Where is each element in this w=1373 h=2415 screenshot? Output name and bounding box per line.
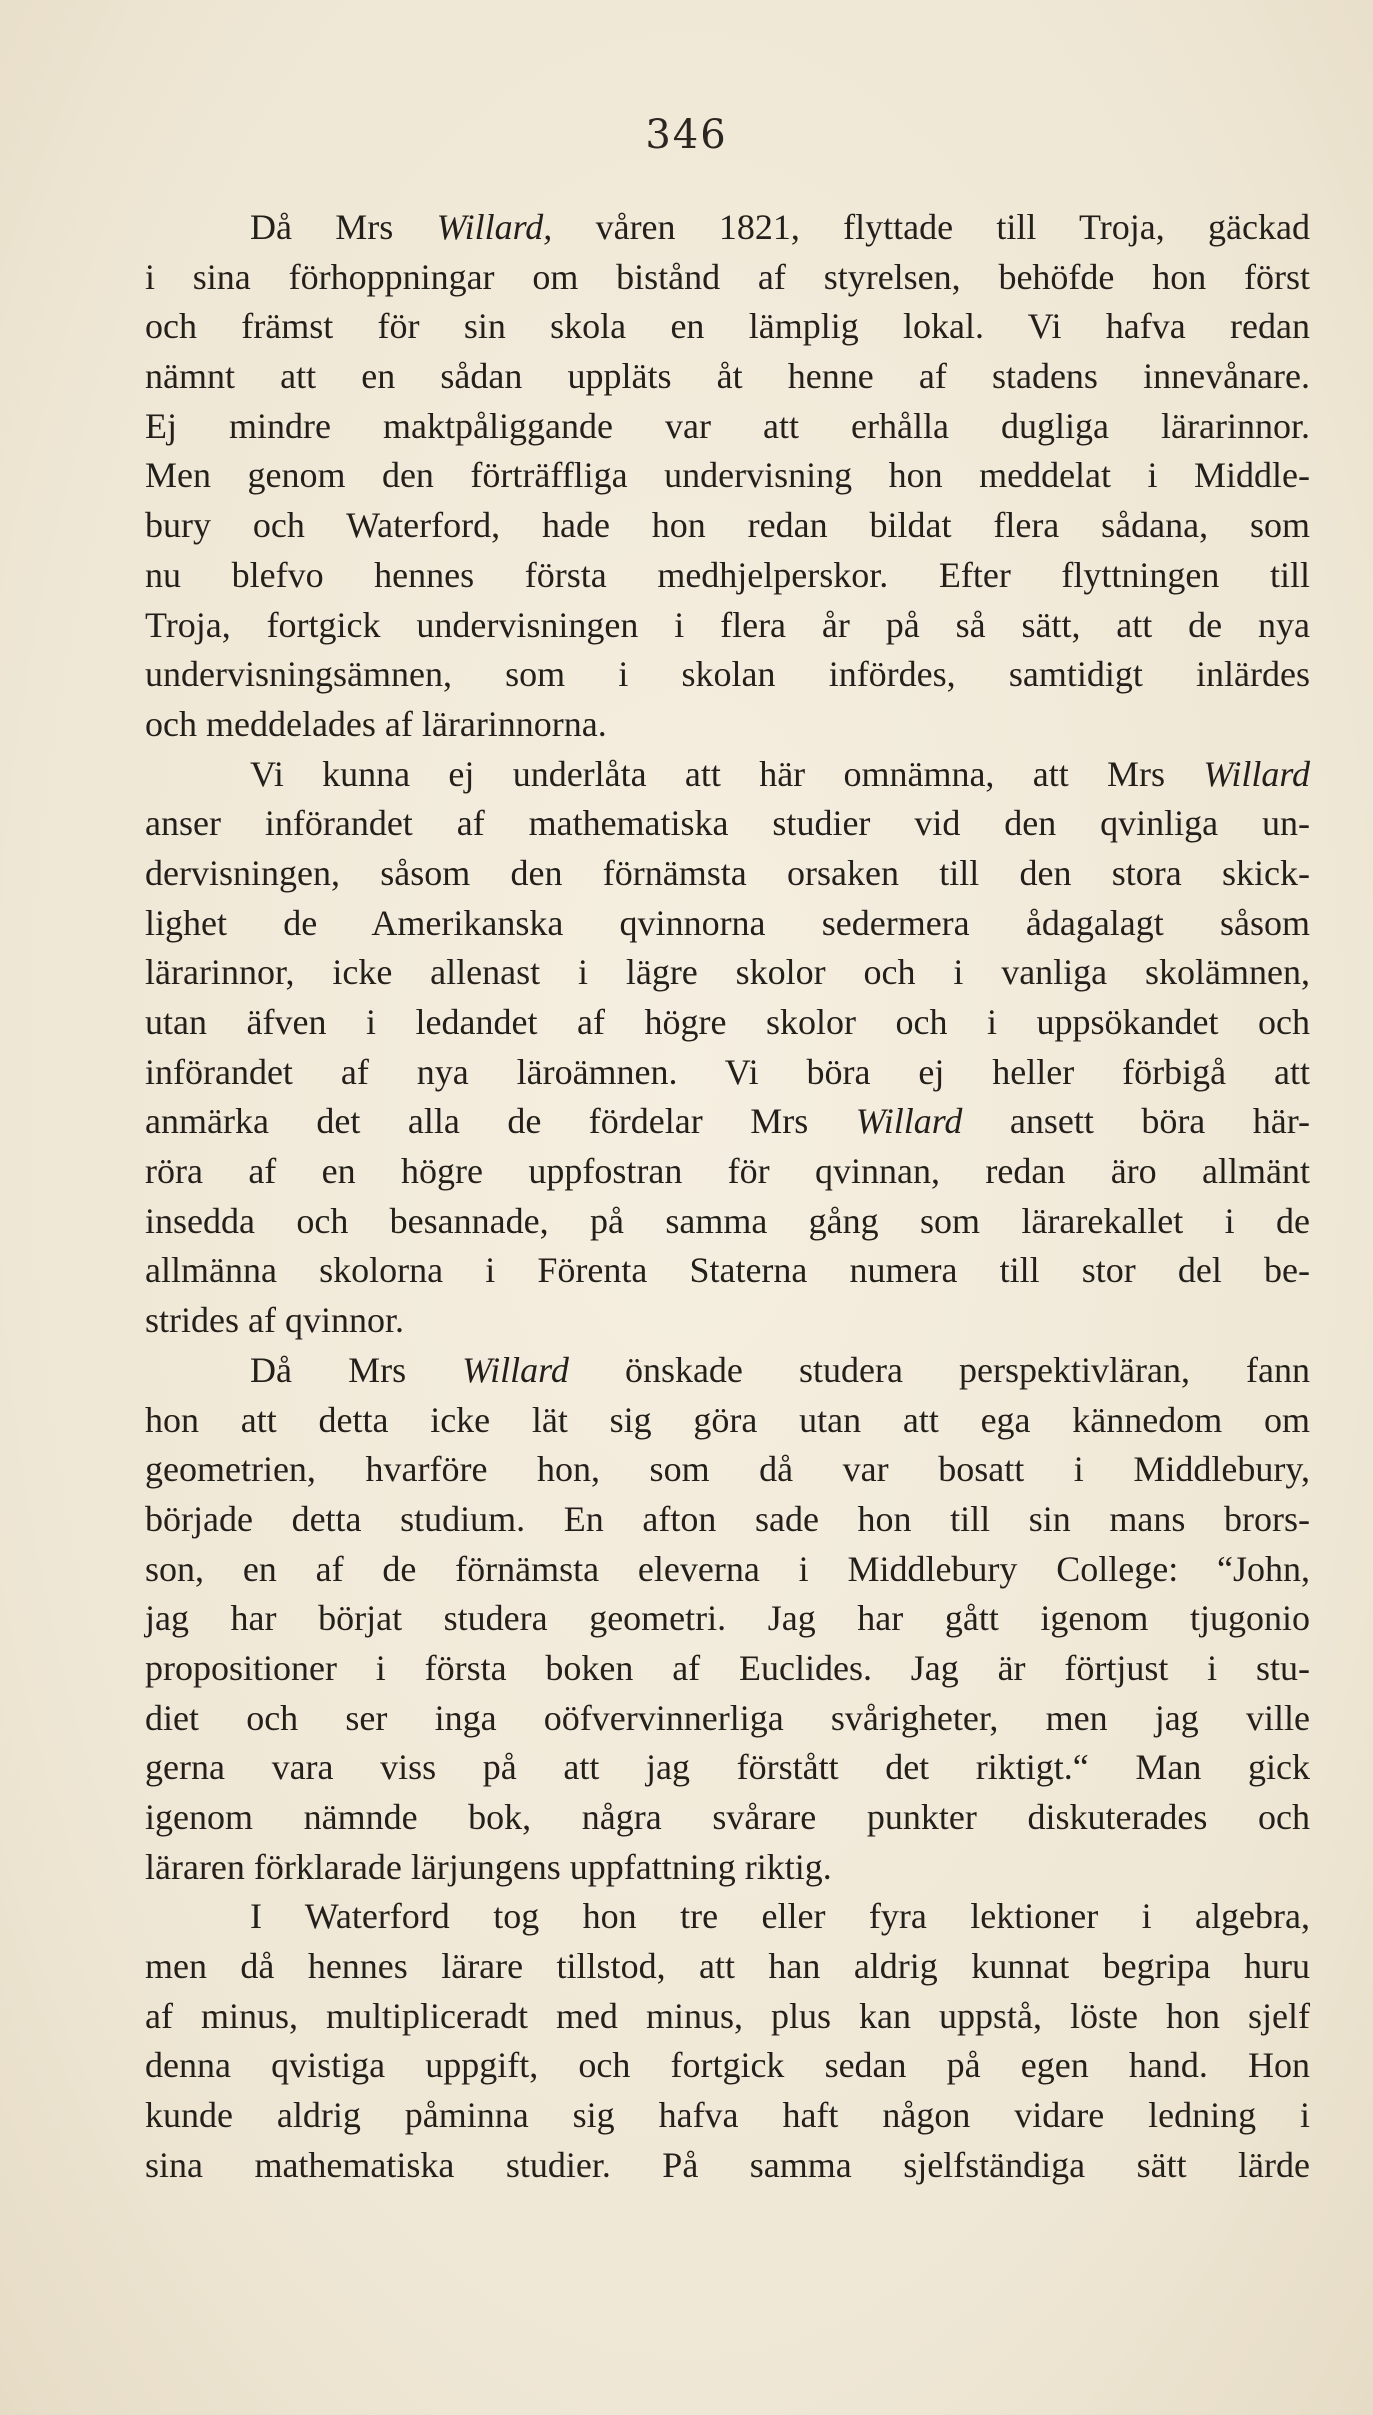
name-willard: Willard <box>462 1349 569 1390</box>
text-line: införandet af nya läroämnen. Vi böra ej heller förbigå att <box>145 1051 1310 1092</box>
text-line: lärarinnor, icke allenast i lägre skolor och i vanliga skolämnen, <box>145 952 1310 993</box>
text-line: och främst för sin skola en lämplig lokal. Vi hafva redan <box>145 306 1310 347</box>
text-line: propositioner i första boken af Euclides. Jag är förtjust i stu- <box>145 1647 1310 1688</box>
text-line: Då Mrs Willard önskade studera perspektivläran, fann <box>250 1349 1311 1390</box>
text-line: Vi kunna ej underlåta att här omnämna, att Mrs Willard <box>250 753 1310 794</box>
text-line: anser införandet af mathematiska studier vid den qvinliga un- <box>145 803 1310 844</box>
text-line: kunde aldrig påminna sig hafva haft någon vidare ledning i <box>145 2095 1310 2136</box>
text-line: af minus, multipliceradt med minus, plus kan uppstå, löste hon sjelf <box>145 1995 1310 2036</box>
text-line: I Waterford tog hon tre eller fyra lektioner i algebra, <box>250 1896 1310 1937</box>
text-line: jag har börjat studera geometri. Jag har gått igenom tjugonio <box>145 1598 1310 1639</box>
text-line: utan äfven i ledandet af högre skolor och i uppsökandet och <box>145 1002 1310 1042</box>
text-line: lighet de Amerikanska qvinnorna sedermera ådagalagt såsom <box>145 902 1310 943</box>
name-willard: Willard <box>1203 753 1310 794</box>
text-line: och meddelades af lärarinnorna. <box>145 703 607 744</box>
text-line: sina mathematiska studier. På samma sjelfständiga sätt lärde <box>145 2144 1310 2185</box>
text-line: Troja, fortgick undervisningen i flera år på så sätt, att de nya <box>145 604 1310 645</box>
text-line: Då Mrs Willard, våren 1821, flyttade till Troja, gäckad <box>250 207 1310 247</box>
text-line: igenom nämnde bok, några svårare punkter diskuterades och <box>145 1797 1310 1837</box>
text-line: Men genom den förträffliga undervisning hon meddelat i Middle- <box>145 455 1310 496</box>
text-line: geometrien, hvarföre hon, som då var bosatt i Middlebury, <box>145 1449 1310 1490</box>
text-line: bury och Waterford, hade hon redan bildat flera sådana, som <box>145 505 1310 546</box>
text-line: strides af qvinnor. <box>145 1300 404 1341</box>
name-willard: Willard <box>855 1101 963 1142</box>
text-line: men då hennes lärare tillstod, att han aldrig kunnat begripa huru <box>145 1946 1310 1987</box>
text-line: hon att detta icke lät sig göra utan att ega kännedom om <box>145 1399 1310 1440</box>
text-line: röra af en högre uppfostran för qvinnan, redan äro allmänt <box>145 1151 1310 1192</box>
body-text <box>145 203 1310 2191</box>
text-line: läraren förklarade lärjungens uppfattning riktig. <box>145 1846 832 1887</box>
text-line: allmänna skolorna i Förenta Staterna numera till stor del be- <box>145 1250 1310 1291</box>
text-line: i sina förhoppningar om bistånd af styrelsen, behöfde hon först <box>145 256 1310 297</box>
text-line: nu blefvo hennes första medhjelperskor. Efter flyttningen till <box>145 554 1310 595</box>
text-line: anmärka det alla de fördelar Mrs Willard ansett böra här- <box>145 1101 1310 1142</box>
name-willard: Willard, <box>436 207 553 247</box>
text-line: son, en af de förnämsta eleverna i Middlebury College: “John, <box>145 1548 1310 1589</box>
text-line: gerna vara viss på att jag förstått det riktigt.“ Man gick <box>145 1747 1310 1788</box>
text-line: nämnt att en sådan uppläts åt henne af stadens innevånare. <box>145 356 1310 397</box>
text-line: diet och ser inga oöfvervinnerliga svårigheter, men jag ville <box>145 1697 1310 1738</box>
page-number: 346 <box>645 112 728 158</box>
text-line: började detta studium. En afton sade hon till sin mans brors- <box>145 1498 1310 1539</box>
text-line: dervisningen, såsom den förnämsta orsaken till den stora skick- <box>145 852 1310 893</box>
text-line: insedda och besannade, på samma gång som lärarekallet i de <box>145 1200 1310 1241</box>
text-line: denna qvistiga uppgift, och fortgick sedan på egen hand. Hon <box>145 2045 1310 2086</box>
text-line: undervisningsämnen, som i skolan infördes, samtidigt inlärdes <box>145 654 1310 695</box>
text-line: Ej mindre maktpåliggande var att erhålla dugliga lärarinnor. <box>145 405 1310 446</box>
